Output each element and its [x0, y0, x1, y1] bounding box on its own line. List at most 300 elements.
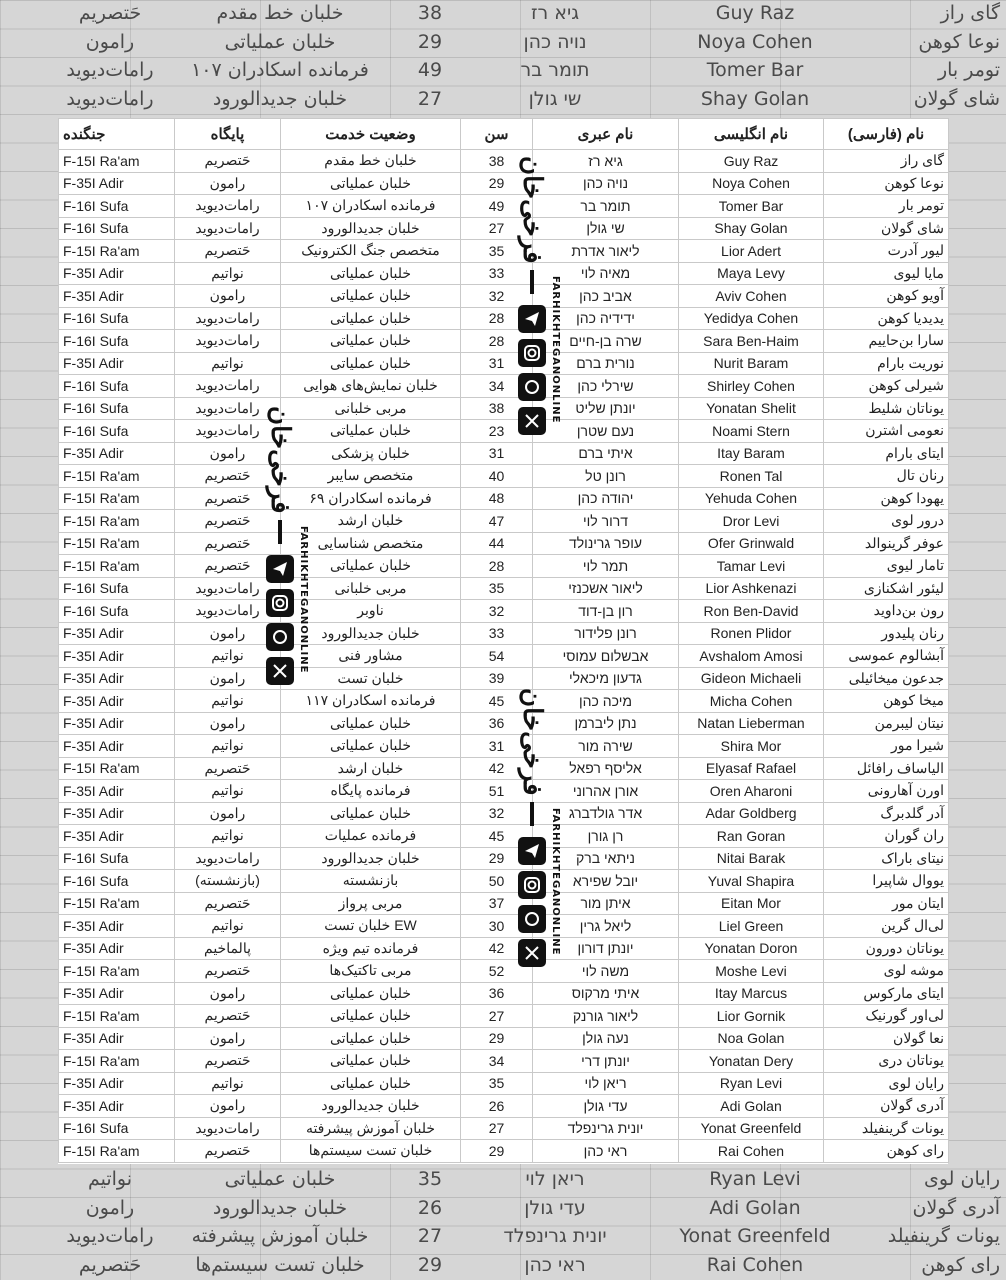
cell-persian-name: یووال شاپیرا — [824, 870, 949, 893]
cell-persian-name: آدر گلدبرگ — [824, 802, 949, 825]
cell-age: 35 — [461, 577, 533, 600]
cell-hebrew-name: שרה בן-חיים — [533, 330, 679, 353]
cell-english-name: Yedidya Cohen — [679, 307, 824, 330]
cell-hebrew-name: רונן טל — [533, 465, 679, 488]
cell-persian-name: نیتای باراک — [824, 847, 949, 870]
cell-aircraft: F-35I Adir — [59, 982, 175, 1005]
cell-persian-name: ایتای مارکوس — [824, 982, 949, 1005]
table-row — [59, 892, 949, 915]
cell-age: 51 — [461, 780, 533, 803]
watermark-divider — [530, 802, 534, 826]
cell-hebrew-name: יונית גרינפלד — [533, 1117, 679, 1140]
cell-status: فرمانده پایگاه — [281, 780, 461, 803]
cell-persian-name: یدیدیا کوهن — [824, 307, 949, 330]
cell-age: 49 — [461, 195, 533, 218]
cell-age: 37 — [461, 892, 533, 915]
cell-hebrew-name: מאיה לוי — [533, 262, 679, 285]
header-base: پایگاه — [175, 119, 281, 150]
cell-english-name: Shirley Cohen — [679, 375, 824, 398]
cell-english-name: Maya Levy — [679, 262, 824, 285]
cell-english-name: Noami Stern — [679, 420, 824, 443]
cell-hebrew-name: אדר גולדברג — [533, 802, 679, 825]
table-row — [59, 982, 949, 1005]
cell-english-name: Itay Baram — [679, 442, 824, 465]
table-row — [59, 1072, 949, 1095]
eitaa-icon — [266, 623, 294, 651]
cell-base: رامون — [175, 285, 281, 308]
telegram-icon — [518, 305, 546, 333]
cell-hebrew-name: יובל שפירא — [533, 870, 679, 893]
bg-cell-status: خلبان جدیدالورود — [212, 87, 348, 110]
cell-status: فرمانده اسکادران ۱۰۷ — [281, 195, 461, 218]
background-row — [0, 57, 1006, 85]
cell-english-name: Sara Ben-Haim — [679, 330, 824, 353]
cell-persian-name: اورن آهارونی — [824, 780, 949, 803]
cell-status: خلبان عملیاتی — [281, 1027, 461, 1050]
bg-cell-base: رامات‌دیوید — [66, 1225, 154, 1247]
bg-cell-english-name: Yonat Greenfeld — [679, 1225, 831, 1247]
table-row — [59, 667, 949, 690]
cell-aircraft: F-16I Sufa — [59, 600, 175, 623]
cell-age: 39 — [461, 667, 533, 690]
cell-aircraft: F-35I Adir — [59, 262, 175, 285]
cell-persian-name: نوعا کوهن — [824, 172, 949, 195]
cell-base: رامات‌دیوید — [175, 375, 281, 398]
cell-age: 45 — [461, 690, 533, 713]
cell-base: حَتصریم — [175, 892, 281, 915]
instagram-icon — [518, 339, 546, 367]
cell-english-name: Micha Cohen — [679, 690, 824, 713]
header-age: سن — [461, 119, 533, 150]
cell-age: 48 — [461, 487, 533, 510]
table-row — [59, 960, 949, 983]
cell-aircraft: F-35I Adir — [59, 667, 175, 690]
cell-hebrew-name: נורית ברם — [533, 352, 679, 375]
cell-persian-name: شیرلی کوهن — [824, 375, 949, 398]
table-row — [59, 847, 949, 870]
header-status: وضعیت خدمت — [281, 119, 461, 150]
cell-hebrew-name: שירה מור — [533, 735, 679, 758]
cell-status: خلبان عملیاتی — [281, 420, 461, 443]
cell-age: 33 — [461, 262, 533, 285]
cell-base: رامون — [175, 442, 281, 465]
cell-base: رامات‌دیوید — [175, 397, 281, 420]
cell-hebrew-name: רן גורן — [533, 825, 679, 848]
cell-base: رامون — [175, 622, 281, 645]
cell-age: 40 — [461, 465, 533, 488]
cell-base: حَتصریم — [175, 555, 281, 578]
cell-persian-name: ران گوران — [824, 825, 949, 848]
cell-aircraft: F-35I Adir — [59, 645, 175, 668]
cell-hebrew-name: עדי גולן — [533, 1095, 679, 1118]
cell-persian-name: ایتای بارام — [824, 442, 949, 465]
table-row — [59, 915, 949, 938]
cell-hebrew-name: מיכה כהן — [533, 690, 679, 713]
cell-base: نواتیم — [175, 915, 281, 938]
cell-english-name: Tomer Bar — [679, 195, 824, 218]
cell-base: رامات‌دیوید — [175, 847, 281, 870]
table-row — [59, 555, 949, 578]
cell-aircraft: F-35I Adir — [59, 1072, 175, 1095]
cell-age: 28 — [461, 330, 533, 353]
cell-english-name: Nitai Barak — [679, 847, 824, 870]
cell-english-name: Natan Lieberman — [679, 712, 824, 735]
table-row — [59, 262, 949, 285]
cell-hebrew-name: נויה כהן — [533, 172, 679, 195]
bg-cell-hebrew-name: תומר בר — [520, 59, 590, 81]
cell-aircraft: F-15I Ra'am — [59, 1005, 175, 1028]
cell-persian-name: آبشالوم عموسی — [824, 645, 949, 668]
bg-cell-base: رامات‌دیوید — [66, 87, 154, 110]
cell-aircraft: F-15I Ra'am — [59, 465, 175, 488]
bg-cell-status: فرمانده اسکادران ۱۰۷ — [191, 59, 369, 81]
cell-persian-name: رنان پلیدور — [824, 622, 949, 645]
table-row — [59, 442, 949, 465]
cell-persian-name: نوریت بارام — [824, 352, 949, 375]
cell-aircraft: F-15I Ra'am — [59, 240, 175, 263]
cell-english-name: Noa Golan — [679, 1027, 824, 1050]
cell-base: حَتصریم — [175, 510, 281, 533]
cell-hebrew-name: יונתן דרי — [533, 1050, 679, 1073]
cell-persian-name: شای گولان — [824, 217, 949, 240]
cell-persian-name: نعا گولان — [824, 1027, 949, 1050]
cell-aircraft: F-35I Adir — [59, 622, 175, 645]
cell-age: 31 — [461, 442, 533, 465]
cell-age: 32 — [461, 600, 533, 623]
table-row — [59, 1005, 949, 1028]
cell-aircraft: F-16I Sufa — [59, 217, 175, 240]
cell-hebrew-name: גיא רז — [533, 150, 679, 173]
bg-cell-age: 29 — [417, 1253, 443, 1276]
cell-age: 31 — [461, 352, 533, 375]
cell-age: 27 — [461, 1117, 533, 1140]
bg-cell-hebrew-name: שי גולן — [528, 87, 582, 110]
cell-hebrew-name: אורן אהרוני — [533, 780, 679, 803]
cell-english-name: Ran Goran — [679, 825, 824, 848]
cell-english-name: Ronen Tal — [679, 465, 824, 488]
bg-cell-hebrew-name: יונית גרינפלד — [503, 1225, 607, 1247]
bg-cell-base: رامون — [85, 1196, 135, 1219]
cell-hebrew-name: ידידיה כהן — [533, 307, 679, 330]
cell-persian-name: الیاساف رافائل — [824, 757, 949, 780]
cell-status: خلبان تست EW — [281, 915, 461, 938]
cell-english-name: Adar Goldberg — [679, 802, 824, 825]
cell-persian-name: لی‌ال گرین — [824, 915, 949, 938]
cell-aircraft: F-15I Ra'am — [59, 1140, 175, 1163]
cell-base: حَتصریم — [175, 960, 281, 983]
cell-persian-name: رون بن‌داوید — [824, 600, 949, 623]
cell-base: حَتصریم — [175, 532, 281, 555]
cell-persian-name: ایتان مور — [824, 892, 949, 915]
cell-aircraft: F-16I Sufa — [59, 870, 175, 893]
cell-english-name: Lior Ashkenazi — [679, 577, 824, 600]
cell-status: خلبان ارشد — [281, 757, 461, 780]
telegram-icon — [518, 837, 546, 865]
cell-status: مربی خلبانی — [281, 577, 461, 600]
cell-english-name: Itay Marcus — [679, 982, 824, 1005]
cell-english-name: Oren Aharoni — [679, 780, 824, 803]
cell-age: 38 — [461, 150, 533, 173]
cell-hebrew-name: שירלי כהן — [533, 375, 679, 398]
cell-base: نواتیم — [175, 735, 281, 758]
cell-hebrew-name: ליאור גורנק — [533, 1005, 679, 1028]
cell-aircraft: F-15I Ra'am — [59, 1050, 175, 1073]
cell-base: رامات‌دیوید — [175, 600, 281, 623]
bg-cell-english-name: Rai Cohen — [706, 1253, 804, 1276]
cell-base: رامون — [175, 712, 281, 735]
cell-persian-name: تامار لیوی — [824, 555, 949, 578]
cell-base: رامات‌دیوید — [175, 420, 281, 443]
cell-age: 47 — [461, 510, 533, 533]
cell-base: حَتصریم — [175, 1140, 281, 1163]
cell-status: مشاور فنی — [281, 645, 461, 668]
cell-age: 27 — [461, 217, 533, 240]
cell-aircraft: F-16I Sufa — [59, 375, 175, 398]
table-row — [59, 1095, 949, 1118]
cell-status: خلبان تست — [281, 667, 461, 690]
cell-hebrew-name: משה לוי — [533, 960, 679, 983]
cell-status: خلبان عملیاتی — [281, 262, 461, 285]
bg-cell-english-name: Guy Raz — [715, 2, 795, 24]
bg-cell-age: 27 — [417, 1225, 443, 1247]
cell-status: متخصص شناسایی — [281, 532, 461, 555]
cell-hebrew-name: ליאור אדרת — [533, 240, 679, 263]
table-row — [59, 757, 949, 780]
cell-status: خلبان عملیاتی — [281, 352, 461, 375]
watermark-divider — [530, 270, 534, 294]
cell-status: خلبان عملیاتی — [281, 712, 461, 735]
cell-english-name: Rai Cohen — [679, 1140, 824, 1163]
cell-aircraft: F-15I Ra'am — [59, 532, 175, 555]
cell-persian-name: درور لوی — [824, 510, 949, 533]
cell-base: پالماخیم — [175, 937, 281, 960]
cell-hebrew-name: אביב כהן — [533, 285, 679, 308]
background-row — [0, 1223, 1006, 1251]
bg-cell-status: خلبان جدیدالورود — [212, 1196, 348, 1219]
bg-cell-age: 38 — [417, 2, 443, 24]
cell-age: 54 — [461, 645, 533, 668]
bg-cell-status: خلبان تست سیستم‌ها — [195, 1253, 365, 1276]
cell-persian-name: آویو کوهن — [824, 285, 949, 308]
cell-hebrew-name: תומר בר — [533, 195, 679, 218]
cell-status: خلبان عملیاتی — [281, 802, 461, 825]
cell-base: نواتیم — [175, 825, 281, 848]
cell-status: خلبان عملیاتی — [281, 555, 461, 578]
table-row — [59, 330, 949, 353]
cell-persian-name: سارا بن‌حاییم — [824, 330, 949, 353]
table-row — [59, 712, 949, 735]
watermark-logo-text: فرخی‌خان — [517, 156, 547, 264]
cell-base: رامات‌دیوید — [175, 330, 281, 353]
cell-aircraft: F-16I Sufa — [59, 330, 175, 353]
cell-hebrew-name: רון בן-דוד — [533, 600, 679, 623]
table-row — [59, 780, 949, 803]
cell-aircraft: F-35I Adir — [59, 825, 175, 848]
telegram-icon — [266, 555, 294, 583]
cell-age: 27 — [461, 1005, 533, 1028]
cell-hebrew-name: איתי מרקוס — [533, 982, 679, 1005]
cell-hebrew-name: תמר לוי — [533, 555, 679, 578]
header-english-name: نام انگلیسی — [679, 119, 824, 150]
cell-base: نواتیم — [175, 352, 281, 375]
cell-status: خلبان عملیاتی — [281, 172, 461, 195]
x-icon — [518, 939, 546, 967]
x-icon — [266, 657, 294, 685]
bg-cell-age: 49 — [417, 59, 443, 81]
cell-english-name: Dror Levi — [679, 510, 824, 533]
cell-base: حَتصریم — [175, 240, 281, 263]
cell-age: 28 — [461, 307, 533, 330]
cell-english-name: Yonatan Shelit — [679, 397, 824, 420]
cell-hebrew-name: ראי כהן — [533, 1140, 679, 1163]
cell-base: رامون — [175, 1027, 281, 1050]
cell-persian-name: میخا کوهن — [824, 690, 949, 713]
table-row — [59, 285, 949, 308]
cell-status: خلبان تست سیستم‌ها — [281, 1140, 461, 1163]
background-row — [0, 29, 1006, 57]
cell-persian-name: لیئور اشکنازی — [824, 577, 949, 600]
cell-persian-name: یوناتان دری — [824, 1050, 949, 1073]
cell-status: خلبان نمایش‌های هوایی — [281, 375, 461, 398]
cell-aircraft: F-15I Ra'am — [59, 555, 175, 578]
cell-hebrew-name: אליסף רפאל — [533, 757, 679, 780]
cell-aircraft: F-35I Adir — [59, 802, 175, 825]
watermark-logo — [258, 406, 309, 688]
cell-english-name: Moshe Levi — [679, 960, 824, 983]
table-row — [59, 532, 949, 555]
cell-english-name: Lior Adert — [679, 240, 824, 263]
cell-persian-name: یهودا کوهن — [824, 487, 949, 510]
pilot-roster-sheet — [58, 118, 948, 1164]
bg-cell-english-name: Shay Golan — [700, 87, 810, 110]
bg-cell-hebrew-name: נויה כהן — [523, 30, 587, 53]
cell-age: 29 — [461, 1140, 533, 1163]
cell-base: رامات‌دیوید — [175, 217, 281, 240]
cell-hebrew-name: ליאל גרין — [533, 915, 679, 938]
cell-base: رامون — [175, 1095, 281, 1118]
cell-base: رامون — [175, 982, 281, 1005]
cell-status: متخصص سایبر — [281, 465, 461, 488]
eitaa-icon — [518, 373, 546, 401]
cell-hebrew-name: איתן מור — [533, 892, 679, 915]
cell-hebrew-name: ניתאי ברק — [533, 847, 679, 870]
cell-base: حَتصریم — [175, 487, 281, 510]
eitaa-icon — [518, 905, 546, 933]
table-row — [59, 802, 949, 825]
cell-hebrew-name: רונן פלידור — [533, 622, 679, 645]
header-hebrew-name: نام عبری — [533, 119, 679, 150]
cell-english-name: Liel Green — [679, 915, 824, 938]
bg-cell-status: خلبان خط مقدم — [216, 2, 344, 24]
cell-status: خلبان عملیاتی — [281, 330, 461, 353]
cell-age: 26 — [461, 1095, 533, 1118]
bg-cell-persian-name: رایان لوی — [924, 1168, 1000, 1190]
cell-age: 52 — [461, 960, 533, 983]
cell-age: 34 — [461, 1050, 533, 1073]
cell-persian-name: رنان تال — [824, 465, 949, 488]
bg-cell-age: 35 — [417, 1168, 443, 1190]
cell-base: رامون — [175, 667, 281, 690]
cell-persian-name: رایان لوی — [824, 1072, 949, 1095]
cell-persian-name: یونات گرینفیلد — [824, 1117, 949, 1140]
cell-persian-name: یوناتان شلیط — [824, 397, 949, 420]
table-row — [59, 375, 949, 398]
cell-persian-name: گای راز — [824, 150, 949, 173]
header-persian-name: نام (فارسی) — [824, 119, 949, 150]
table-row — [59, 217, 949, 240]
bg-cell-english-name: Tomer Bar — [706, 59, 804, 81]
cell-status: خلبان جدیدالورود — [281, 847, 461, 870]
cell-base: نواتیم — [175, 690, 281, 713]
cell-aircraft: F-16I Sufa — [59, 195, 175, 218]
cell-aircraft: F-16I Sufa — [59, 307, 175, 330]
cell-aircraft: F-35I Adir — [59, 1095, 175, 1118]
cell-persian-name: یوناتان دورون — [824, 937, 949, 960]
table-row — [59, 487, 949, 510]
cell-status: مربی پرواز — [281, 892, 461, 915]
cell-hebrew-name: גדעון מיכאלי — [533, 667, 679, 690]
cell-age: 35 — [461, 240, 533, 263]
watermark-logo — [510, 688, 561, 970]
cell-english-name: Ryan Levi — [679, 1072, 824, 1095]
bg-cell-persian-name: یونات گرینفیلد — [887, 1225, 1000, 1247]
cell-hebrew-name: נעה גולן — [533, 1027, 679, 1050]
watermark-handle: FARHIKHTEGANONLINE — [298, 526, 309, 674]
bg-cell-hebrew-name: עדי גולן — [524, 1196, 586, 1219]
watermark-logo-text: فرخی‌خان — [265, 406, 295, 514]
bg-cell-persian-name: رای کوهن — [921, 1253, 1000, 1276]
cell-age: 32 — [461, 285, 533, 308]
table-row — [59, 307, 949, 330]
table-row — [59, 735, 949, 758]
cell-status: خلبان خط مقدم — [281, 150, 461, 173]
cell-persian-name: لی‌اور گورنیک — [824, 1005, 949, 1028]
cell-base: رامات‌دیوید — [175, 307, 281, 330]
table-row — [59, 690, 949, 713]
bg-cell-status: خلبان عملیاتی — [224, 1168, 336, 1190]
cell-base: نواتیم — [175, 262, 281, 285]
cell-english-name: Yonatan Dery — [679, 1050, 824, 1073]
bg-cell-age: 27 — [417, 87, 443, 110]
cell-aircraft: F-35I Adir — [59, 1027, 175, 1050]
cell-aircraft: F-15I Ra'am — [59, 150, 175, 173]
cell-status: خلبان آموزش پیشرفته — [281, 1117, 461, 1140]
cell-status: فرمانده اسکادران ۶۹ — [281, 487, 461, 510]
cell-aircraft: F-35I Adir — [59, 735, 175, 758]
table-row — [59, 195, 949, 218]
cell-aircraft: F-35I Adir — [59, 352, 175, 375]
watermark-logo-text: فرخی‌خان — [517, 688, 547, 796]
bg-cell-base: نواتیم — [87, 1168, 133, 1190]
cell-status: خلبان عملیاتی — [281, 307, 461, 330]
bg-cell-english-name: Adi Golan — [709, 1196, 801, 1219]
cell-age: 36 — [461, 982, 533, 1005]
cell-aircraft: F-35I Adir — [59, 712, 175, 735]
cell-english-name: Ron Ben-David — [679, 600, 824, 623]
cell-base: نواتیم — [175, 1072, 281, 1095]
cell-status: ناوبر — [281, 600, 461, 623]
cell-persian-name: جدعون میخائیلی — [824, 667, 949, 690]
table-row — [59, 1140, 949, 1163]
background-row — [0, 1252, 1006, 1280]
bg-cell-status: خلبان عملیاتی — [224, 30, 336, 53]
table-row — [59, 510, 949, 533]
pilot-roster-table — [58, 118, 949, 1163]
cell-hebrew-name: איתי ברם — [533, 442, 679, 465]
cell-persian-name: شیرا مور — [824, 735, 949, 758]
cell-english-name: Yuval Shapira — [679, 870, 824, 893]
bg-cell-base: حَتصریم — [78, 2, 142, 24]
